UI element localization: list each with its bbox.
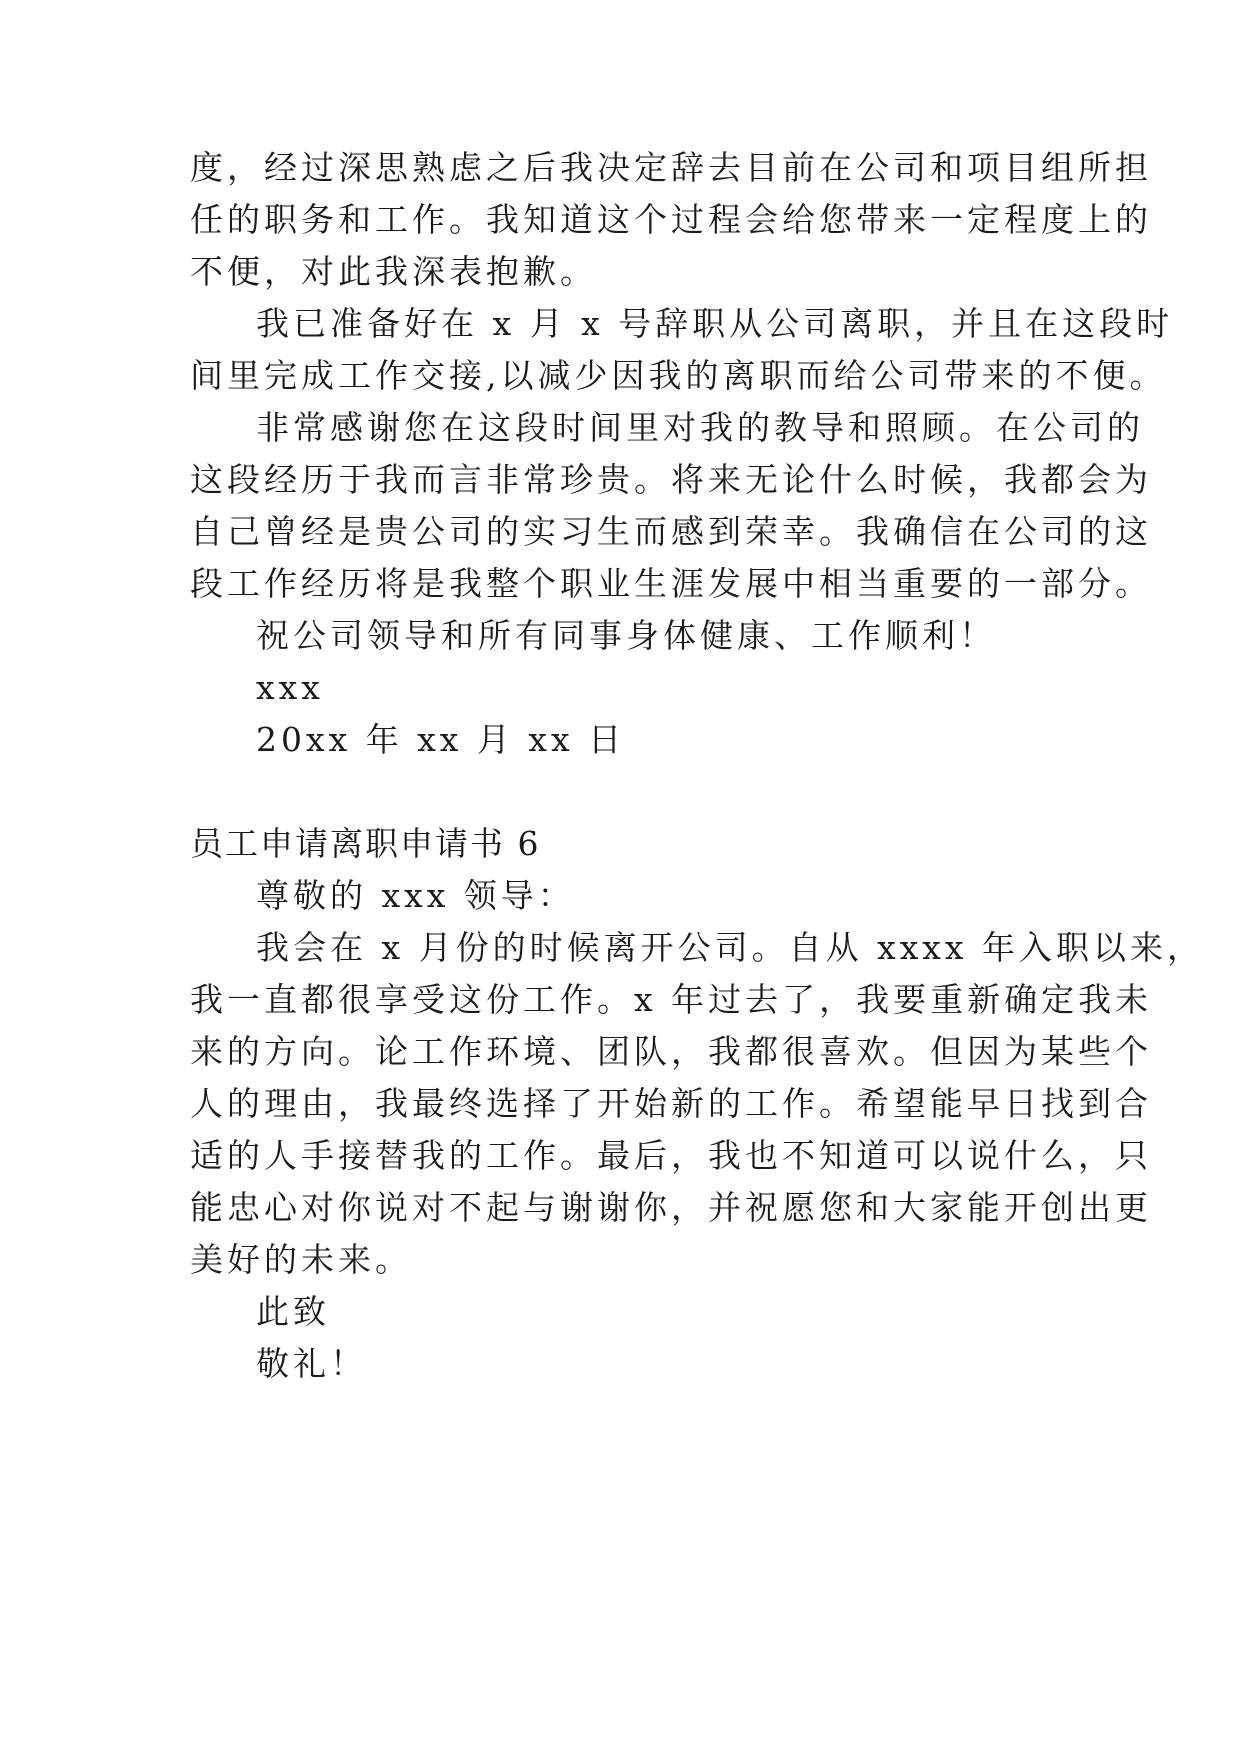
- section-title: 员工申请离职申请书 6: [190, 824, 541, 863]
- paragraph-line: 自己曾经是贵公司的实习生而感到荣幸。我确信在公司的这: [190, 512, 1152, 551]
- paragraph-line: 段工作经历将是我整个职业生涯发展中相当重要的一部分。: [190, 564, 1152, 603]
- wishes-line: 祝公司领导和所有同事身体健康、工作顺利！: [256, 616, 996, 655]
- closing-line: 敬礼！: [256, 1344, 367, 1383]
- closing-line: 此致: [256, 1292, 330, 1331]
- paragraph-line: 不便，对此我深表抱歉。: [190, 252, 597, 291]
- paragraph-line: 间里完成工作交接,以减少因我的离职而给公司带来的不便。: [190, 356, 1167, 395]
- paragraph-line: 来的方向。论工作环境、团队，我都很喜欢。但因为某些个: [190, 1032, 1152, 1071]
- paragraph-line: 美好的未来。: [190, 1240, 412, 1279]
- signature: xxx: [256, 668, 324, 707]
- salutation: 尊敬的 xxx 领导：: [256, 876, 575, 915]
- paragraph-line: 能忠心对你说对不起与谢谢你，并祝愿您和大家能开创出更: [190, 1188, 1152, 1227]
- date: 20xx 年 xx 月 xx 日: [256, 720, 626, 759]
- paragraph-line: 我一直都很享受这份工作。x 年过去了，我要重新确定我未: [190, 980, 1153, 1019]
- paragraph-line: 我已准备好在 x 月 x 号辞职从公司离职，并且在这段时: [256, 304, 1174, 343]
- paragraph-line: 人的理由，我最终选择了开始新的工作。希望能早日找到合: [190, 1084, 1152, 1123]
- paragraph-line: 度，经过深思熟虑之后我决定辞去目前在公司和项目组所担: [190, 148, 1152, 187]
- paragraph-line: 任的职务和工作。我知道这个过程会给您带来一定程度上的: [190, 200, 1152, 239]
- paragraph-line: 非常感谢您在这段时间里对我的教导和照顾。在公司的: [256, 408, 1144, 447]
- paragraph-line: 适的人手接替我的工作。最后，我也不知道可以说什么，只: [190, 1136, 1152, 1175]
- paragraph-line: 这段经历于我而言非常珍贵。将来无论什么时候，我都会为: [190, 460, 1152, 499]
- paragraph-line: 我会在 x 月份的时候离开公司。自从 xxxx 年入职以来，: [256, 928, 1205, 967]
